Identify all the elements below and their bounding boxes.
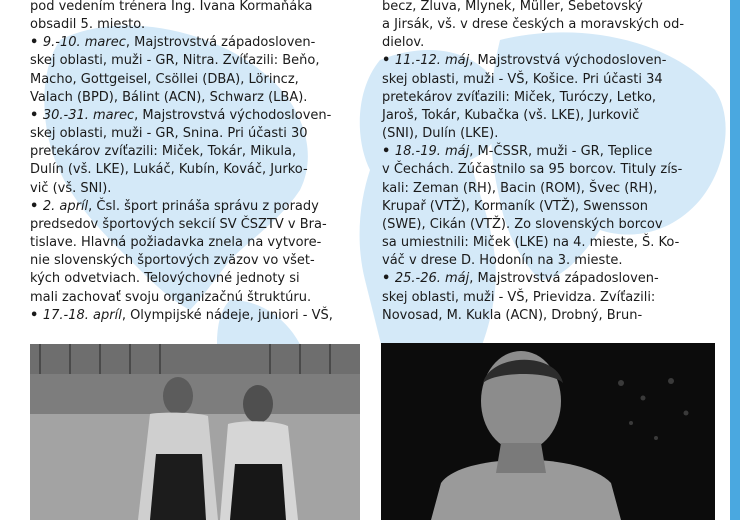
entry-first-line — [382, 270, 714, 288]
entry-text: v Čechách. Zúčastnilo sa 95 borcov. Tituly zís- — [382, 162, 683, 178]
entry-text: kali: Zeman (RH), Bacin (ROM), Švec (RH), — [382, 180, 658, 196]
text-line: becz, Žluva, Mlynek, Müller, Šebetovský — [382, 0, 643, 14]
entry-text: , Majstrovstvá západosloven- — [469, 271, 659, 287]
entry-text: Novosad, M. Kukla (ACN), Drobný, Brun- — [382, 307, 643, 323]
entry-first-line — [382, 143, 714, 161]
photo-wrestler-portrait — [381, 343, 715, 520]
entry-text: predsedov športových sekcií SV ČSZTV v Bra- — [30, 216, 327, 232]
photo-two-wrestlers — [30, 344, 360, 520]
entry-item — [30, 34, 360, 107]
entry-text: , Majstrovstvá východosloven- — [469, 53, 667, 69]
entry-text: skej oblasti, muži - VŠ, Košice. Pri účasti 34 — [382, 71, 663, 87]
text-line: obsadil 5. miesto. — [30, 17, 146, 33]
entry-text: Jaroš, Tokár, Kubačka (vš. LKE), Jurkovič — [382, 107, 640, 123]
entry-item — [382, 52, 714, 143]
entry-text: váč v drese D. Hodonín na 3. mieste. — [382, 253, 623, 269]
entry-first-line — [30, 198, 360, 216]
entry-date: 25.-26. máj — [394, 271, 470, 287]
entry-text: , Majstrovstvá východosloven- — [134, 107, 332, 123]
entry-text: sa umiestnili: Miček (LKE) na 4. mieste, Š. Ko- — [382, 235, 680, 251]
entry-text: pretekárov zvíťazili: Miček, Turóczy, Letko, — [382, 89, 657, 105]
left-text-column — [30, 0, 360, 325]
entry-first-line — [382, 52, 714, 70]
entry-text: Macho, Gottgeisel, Csöllei (DBA), Lörincz, — [30, 71, 299, 87]
entry-first-line — [30, 34, 360, 52]
entry-text: , Olympijské nádeje, juniori - VŠ, — [121, 307, 333, 323]
entry-text: (SNI), Dulín (LKE). — [382, 126, 499, 142]
entry-date: 11.-12. máj — [394, 53, 470, 69]
photo-two-wrestlers-image — [30, 344, 360, 520]
entry-text: nie slovenských športových zväzov vo všet- — [30, 253, 315, 269]
side-color-stripe — [730, 0, 740, 520]
entry-date: 18.-19. máj — [394, 144, 470, 160]
entry-text: pretekárov zvíťazili: Miček, Tokár, Mikula, — [30, 144, 297, 160]
entry-item — [30, 198, 360, 307]
entry-text: skej oblasti, muži - VŠ, Prievidza. Zvíťazili: — [382, 289, 656, 305]
text-line: pod vedením trénera Ing. Ivana Kormaňáka — [30, 0, 313, 14]
entry-text: Valach (BPD), Bálint (ACN), Schwarz (LBA). — [30, 89, 308, 105]
entry-date: 17.-18. apríl — [42, 307, 122, 323]
entry-date: 30.-31. marec — [42, 107, 135, 123]
entry-date: 2. apríl — [42, 198, 89, 214]
entry-text: Dulín (vš. LKE), Lukáč, Kubín, Kováč, Jurko- — [30, 162, 308, 178]
entry-text: , Majstrovstvá západosloven- — [125, 35, 316, 51]
entry-item — [382, 270, 714, 324]
right-text-column — [382, 0, 714, 325]
entry-item — [30, 307, 360, 325]
text-line: a Jirsák, vš. v drese českých a moravských od- — [382, 17, 685, 33]
entry-text: (SWE), Cikán (VTŽ). Zo slovenských borcov — [382, 216, 663, 232]
entry-first-line — [30, 307, 360, 325]
entry-item — [30, 107, 360, 198]
entry-text: skej oblasti, muži - GR, Nitra. Zvíťazili: Beňo, — [30, 53, 320, 69]
entry-text: , Čsl. šport prináša správu z porady — [88, 198, 319, 214]
text-line: dielov. — [382, 35, 425, 51]
entry-first-line — [30, 107, 360, 125]
entry-text: vič (vš. SNI). — [30, 180, 112, 196]
photo-wrestler-portrait-image — [381, 343, 715, 520]
entry-text: kých odvetviach. Telovýchovné jednoty si — [30, 271, 300, 287]
entry-text: skej oblasti, muži - GR, Snina. Pri účasti 30 — [30, 126, 308, 142]
entry-text: , M-ČSSR, muži - GR, Teplice — [469, 144, 653, 160]
entry-text: Krupař (VTŽ), Kormaník (VTŽ), Swensson — [382, 198, 649, 214]
entry-text: tislave. Hlavná požiadavka znela na vytvore- — [30, 235, 322, 251]
entry-item — [382, 143, 714, 270]
entry-text: mali zachovať svoju organizačnú štruktúru. — [30, 289, 312, 305]
entry-date: 9.-10. marec — [42, 35, 126, 51]
